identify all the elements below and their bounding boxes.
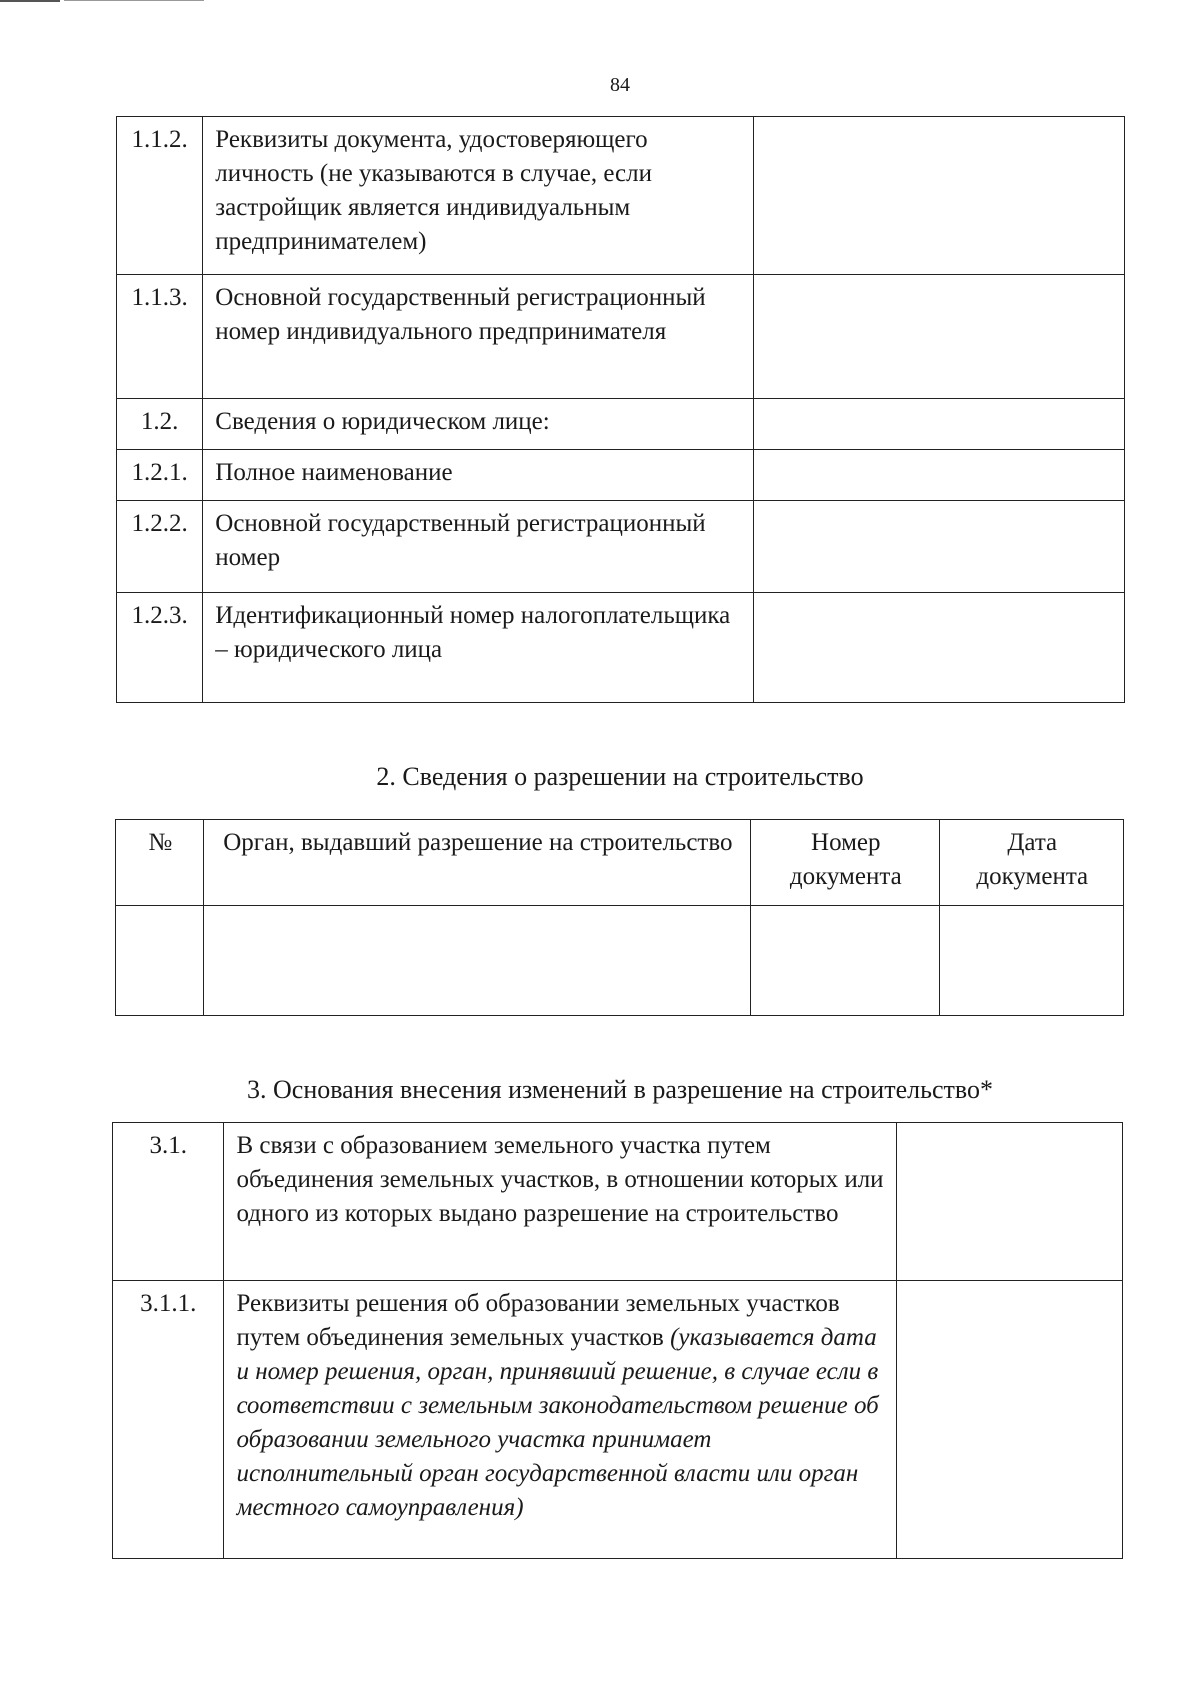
- table-row: [117, 450, 1125, 501]
- table-row: [117, 399, 1125, 450]
- table-row: [116, 906, 1124, 1016]
- row-value-cell[interactable]: [896, 1123, 1122, 1281]
- row-label: Полное наименование: [203, 450, 754, 501]
- scan-edge-mark: [0, 0, 210, 2]
- row-value-cell[interactable]: [753, 501, 1124, 593]
- row-value-cell[interactable]: [753, 275, 1124, 399]
- table-row: [113, 1281, 1123, 1559]
- document-number-cell[interactable]: [751, 906, 939, 1016]
- row-value-cell[interactable]: [753, 593, 1124, 703]
- row-label-note: (указывается дата и номер решения, орган, принявший решение, в случае если в соответствии с земельным законодательством решение об образовании земельного участка принимает исполнительный орган государственной власти или орган местного самоуправления): [236, 1324, 879, 1521]
- document-date-cell[interactable]: [939, 906, 1123, 1016]
- row-label: Основной государственный регистрационный номер индивидуального предпринимателя: [203, 275, 754, 399]
- row-value-cell[interactable]: [753, 450, 1124, 501]
- issuing-body-cell[interactable]: [203, 906, 750, 1016]
- row-label: Идентификационный номер налогоплательщика – юридического лица: [203, 593, 754, 703]
- row-label-text: Реквизиты решения об образовании земельных участков путем объединения земельных участков: [236, 1290, 840, 1351]
- row-number: 1.2.2.: [117, 501, 203, 593]
- row-label: Основной государственный регистрационный номер: [203, 501, 754, 593]
- row-number: 1.1.3.: [117, 275, 203, 399]
- table-row: [117, 117, 1125, 275]
- row-number: 1.2.1.: [117, 450, 203, 501]
- row-label-text: В связи с образованием земельного участка путем объединения земельных участков, в отношении которых или одного из которых выдано разрешение на строительство: [236, 1132, 884, 1227]
- row-label: [224, 1281, 896, 1559]
- row-number: 1.1.2.: [117, 117, 203, 275]
- change-grounds-table: [112, 1122, 1123, 1559]
- table-row: [113, 1123, 1123, 1281]
- row-number: 3.1.1.: [113, 1281, 224, 1559]
- row-value-cell[interactable]: [896, 1281, 1122, 1559]
- section-3-heading: 3. Основания внесения изменений в разрешение на строительство*: [247, 1075, 993, 1104]
- row-label: Реквизиты документа, удостоверяющего личность (не указываются в случае, если застройщик является индивидуальным предпринимателем): [203, 117, 754, 275]
- row-number: 3.1.: [113, 1123, 224, 1281]
- column-header-number: №: [116, 820, 204, 906]
- table-header-row: [116, 820, 1124, 906]
- column-header-issuing-body: Орган, выдавший разрешение на строительство: [203, 820, 750, 906]
- applicant-details-table: [116, 116, 1125, 703]
- column-header-document-date: Дата документа: [939, 820, 1123, 906]
- page-number: 84: [610, 74, 630, 96]
- number-cell[interactable]: [116, 906, 204, 1016]
- row-number: 1.2.3.: [117, 593, 203, 703]
- permit-info-table: [115, 819, 1124, 1016]
- table-row: [117, 593, 1125, 703]
- table-row: [117, 275, 1125, 399]
- table-row: [117, 501, 1125, 593]
- row-label: Сведения о юридическом лице:: [203, 399, 754, 450]
- section-2-heading: 2. Сведения о разрешении на строительство: [376, 762, 864, 791]
- row-label: [224, 1123, 896, 1281]
- row-value-cell[interactable]: [753, 117, 1124, 275]
- row-number: 1.2.: [117, 399, 203, 450]
- row-value-cell[interactable]: [753, 399, 1124, 450]
- column-header-document-number: Номер документа: [751, 820, 939, 906]
